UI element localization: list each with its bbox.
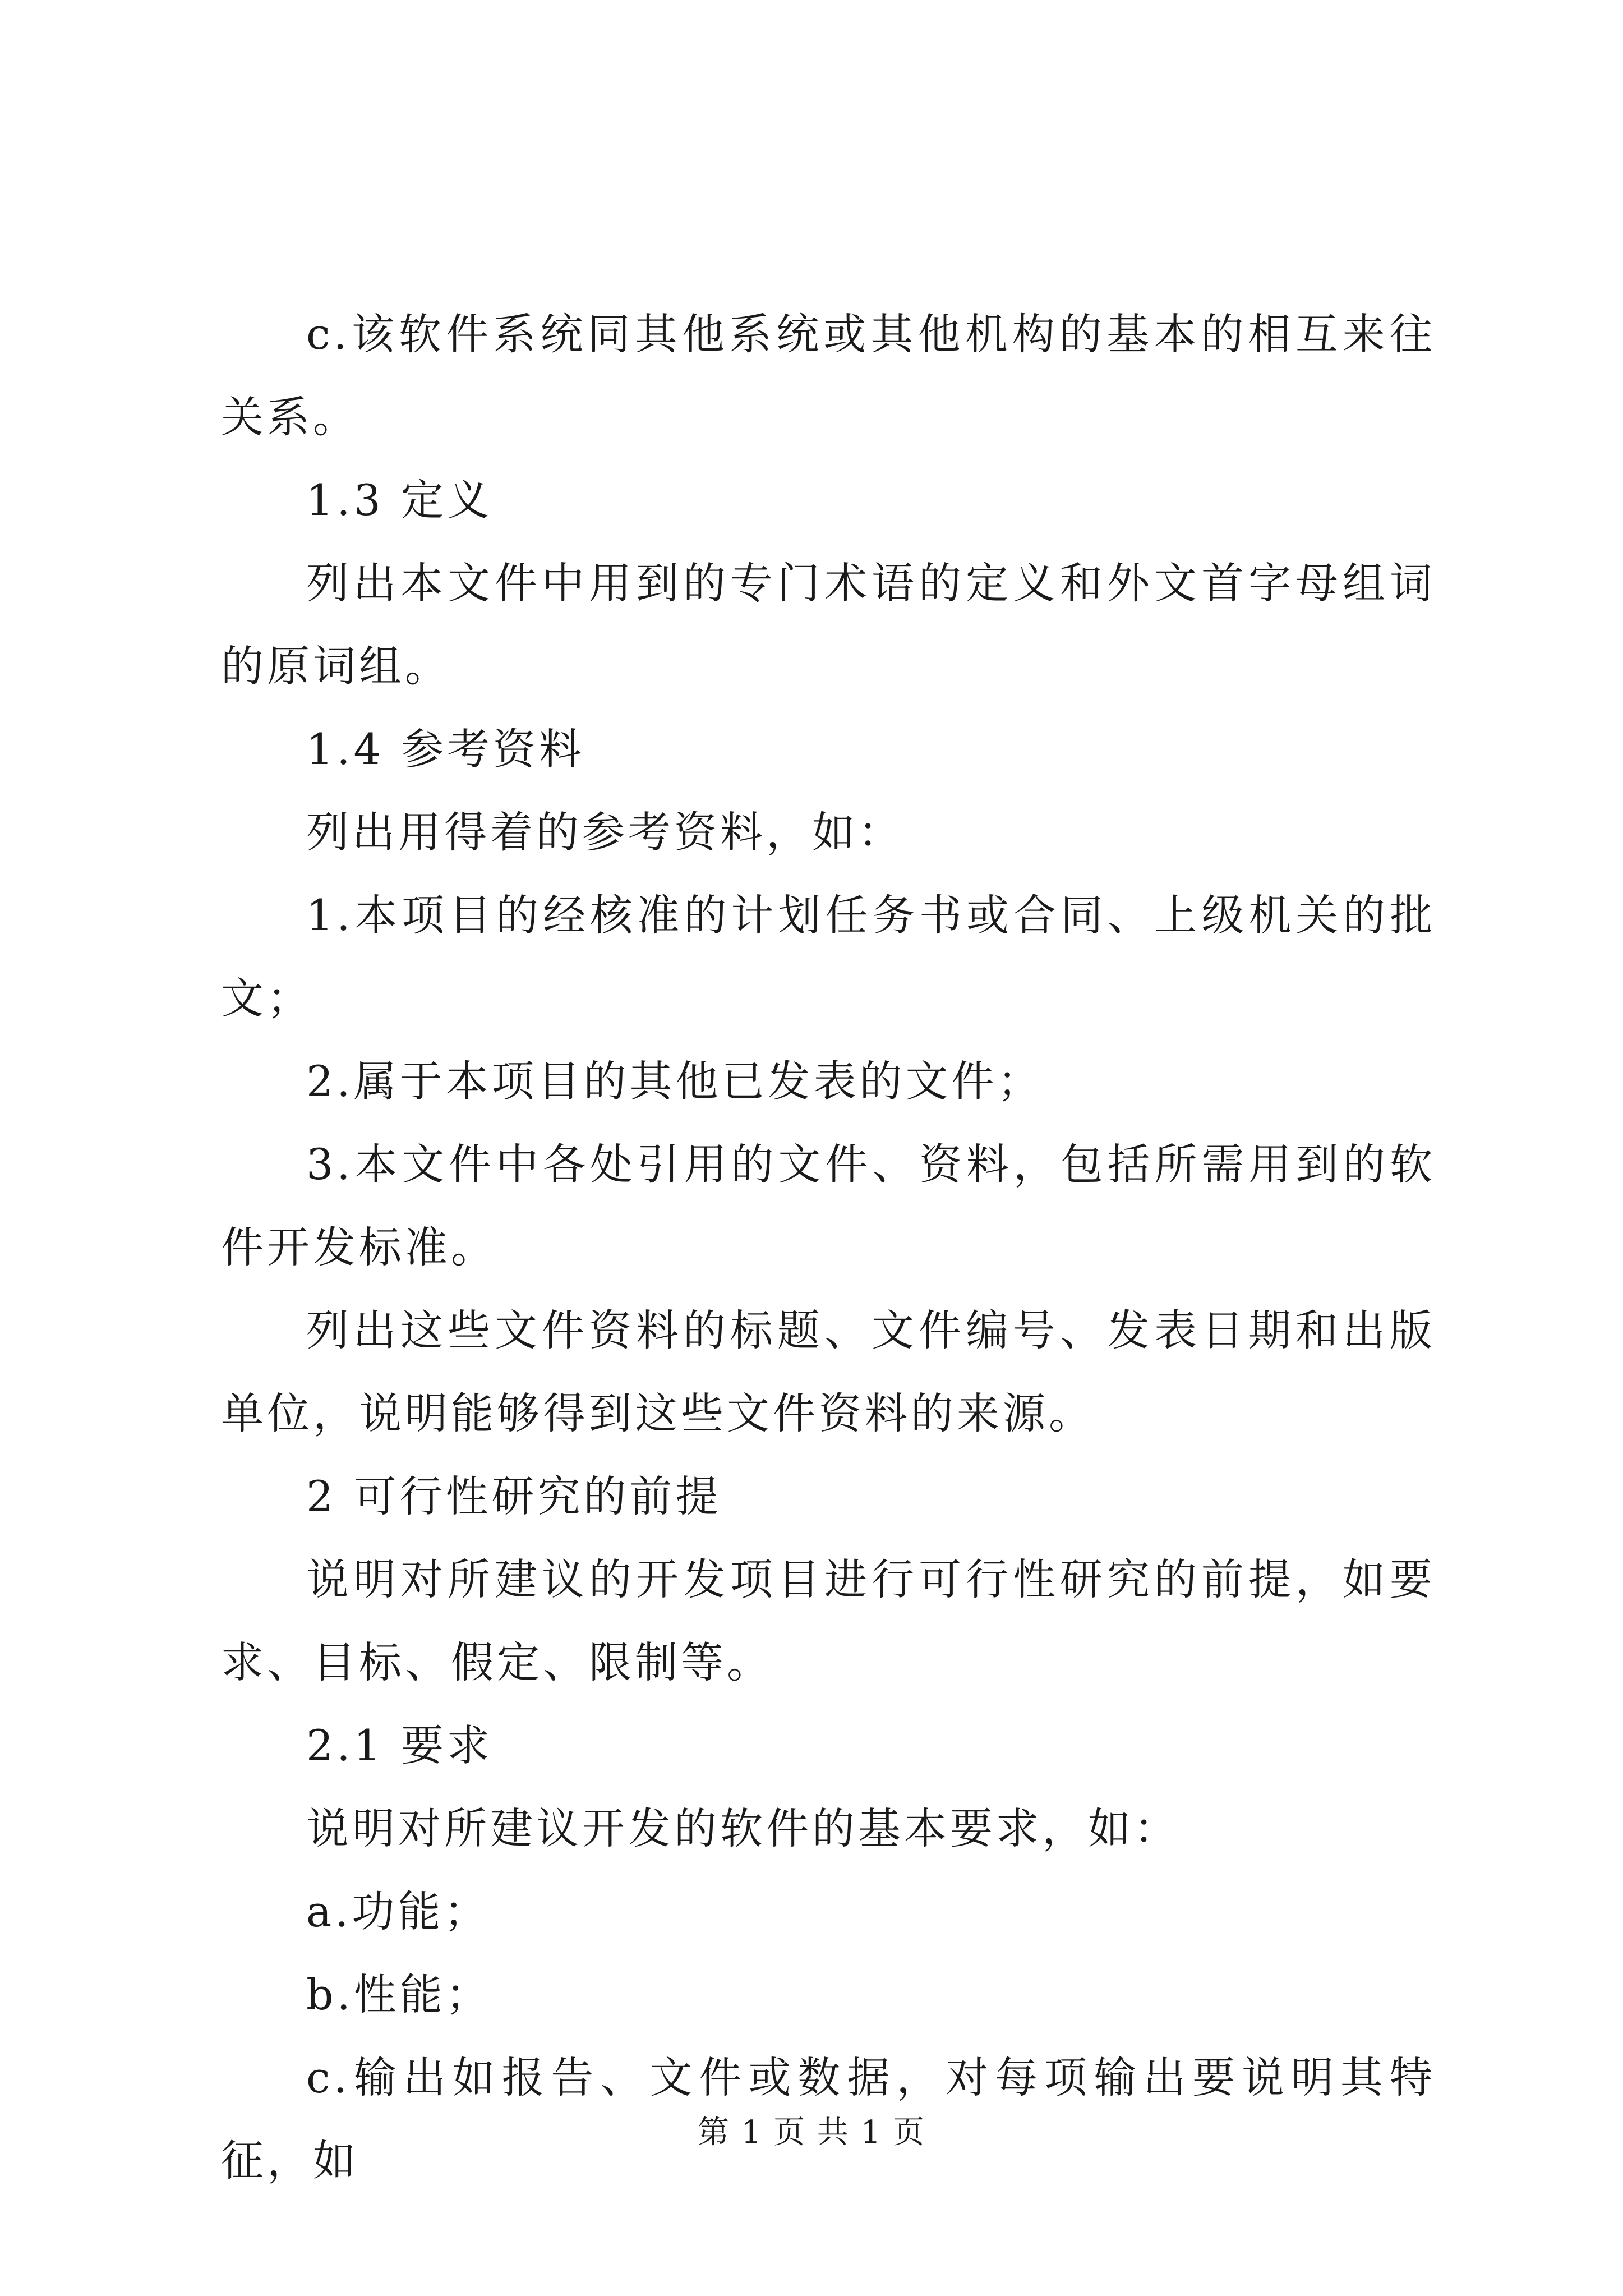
list-item-output: c.输出如报告、文件或数据，对每项输出要说明其特征，如 bbox=[221, 2053, 1436, 2185]
heading-2-1-requirements: 2.1 要求 bbox=[306, 1720, 494, 1770]
heading-1-4-references: 1.4 参考资料 bbox=[306, 724, 585, 774]
page-footer: 第 1 页 共 1 页 bbox=[697, 2114, 926, 2151]
heading-1-3-definitions: 1.3 定义 bbox=[306, 475, 494, 525]
paragraph-references-intro: 列出用得着的参考资料，如： bbox=[306, 807, 904, 857]
paragraph-references-details: 列出这些文件资料的标题、文件编号、发表日期和出版单位，说明能够得到这些文件资料的来源。 bbox=[221, 1305, 1436, 1438]
paragraph-interfaces: c.该软件系统同其他系统或其他机构的基本的相互来往关系。 bbox=[221, 309, 1436, 442]
list-item-reference-2: 2.属于本项目的其他已发表的文件； bbox=[306, 1056, 1044, 1106]
list-item-reference-3: 3.本文件中各处引用的文件、资料，包括所需用到的软件开发标准。 bbox=[221, 1139, 1436, 1272]
list-item-function: a.功能； bbox=[306, 1887, 490, 1936]
paragraph-definitions: 列出本文件中用到的专门术语的定义和外文首字母组词的原词组。 bbox=[221, 558, 1436, 691]
list-item-reference-1: 1.本项目的经核准的计划任务书或合同、上级机关的批文； bbox=[221, 890, 1436, 1023]
document-body bbox=[221, 293, 1436, 2202]
list-item-performance: b.性能； bbox=[306, 1970, 492, 2019]
heading-2-premises: 2 可行性研究的前提 bbox=[306, 1471, 722, 1521]
paragraph-premises: 说明对所建议的开发项目进行可行性研究的前提，如要求、目标、假定、限制等。 bbox=[221, 1554, 1436, 1687]
paragraph-requirements-intro: 说明对所建议开发的软件的基本要求，如： bbox=[306, 1803, 1180, 1853]
